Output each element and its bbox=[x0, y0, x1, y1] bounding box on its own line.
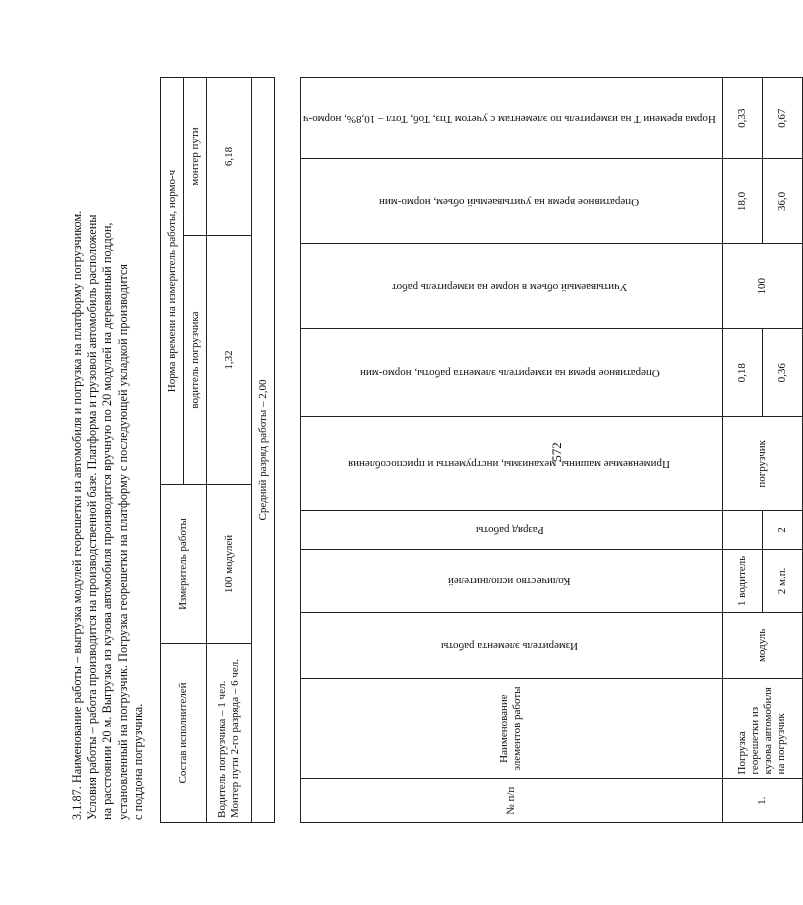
row-t-b: 0,67 bbox=[762, 78, 802, 160]
th-norm: Норма времени на измеритель работы, нормо-ч bbox=[161, 78, 184, 485]
th-grade-text: Разряд работы bbox=[475, 524, 544, 537]
para-line: установленный на погрузчик. Погрузка георешетки на платформу с последующей укладкой производится bbox=[115, 263, 130, 820]
para-line: с поддона погрузчика. bbox=[130, 703, 145, 820]
row-op-vol-b: 36,0 bbox=[762, 159, 802, 244]
row-t-a: 0,33 bbox=[722, 78, 762, 160]
th-meter bbox=[301, 613, 723, 679]
th-norm-volume-text: Учитываемый объем в норме на измеритель работ bbox=[391, 280, 628, 293]
row-op-time-a: 0,18 bbox=[722, 329, 762, 417]
para-line: на расстоянии 20 м. Выгрузка из кузова автомобиля производится вручную по 20 модулей на деревянный поддон, bbox=[100, 222, 115, 820]
driver-value: 1,32 bbox=[207, 236, 252, 485]
crew-cell bbox=[207, 644, 252, 823]
avg-grade: Средний разряд работы – 2,00 bbox=[252, 78, 275, 823]
th-meter-text: Измеритель элемента работы bbox=[440, 639, 578, 652]
th-crew: Состав исполнителей bbox=[161, 644, 207, 823]
row-machines: погрузчик bbox=[722, 417, 802, 511]
row-qty-a: 1 водитель bbox=[722, 549, 762, 612]
th-norm-t bbox=[301, 78, 723, 160]
row-num: 1. bbox=[722, 779, 802, 823]
row-qty-b: 2 м.п. bbox=[762, 549, 802, 612]
th-op-time-vol-text: Оперативное время на учитываемый объем, нормо-мин bbox=[379, 195, 640, 208]
crew-norm-table bbox=[160, 77, 275, 823]
crew-line: Монтер пути 2-го разряда – 6 чел. bbox=[229, 659, 241, 818]
row-norm-volume: 100 bbox=[722, 244, 802, 329]
row-op-time-b: 0,36 bbox=[762, 329, 802, 417]
th-num: № п/п bbox=[301, 779, 723, 823]
th-norm-volume bbox=[301, 244, 723, 329]
row-grade-a bbox=[722, 511, 762, 550]
th-unit: Измеритель работы bbox=[161, 485, 207, 644]
th-op-time-vol bbox=[301, 159, 723, 244]
th-op-time bbox=[301, 329, 723, 417]
row-name: Погрузка георешетки из кузова автомобиля на погрузчик bbox=[722, 678, 802, 779]
th-machines-text: Применяемые машины, механизмы, инструменты и приспособления bbox=[348, 458, 671, 471]
th-fitter: монтер пути bbox=[184, 78, 207, 236]
para-line: Условия работы – работа производится на производственной базе. Платформа и грузовой автомобиль расположены bbox=[85, 214, 100, 820]
crew-line: Водитель погрузчика – 1 чел. bbox=[216, 680, 228, 818]
para-line: 3.1.87. Наименование работы – выгрузка модулей георешетки из автомобиля и погрузка на платформу погрузчиком. bbox=[70, 210, 84, 820]
work-description bbox=[70, 60, 146, 820]
unit-cell: 100 модулей bbox=[207, 485, 252, 644]
th-norm-t-text: Норма времени T на измеритель по элементам с учетом Тпз, Тоб, Тотл – 10,8%, нормо-ч bbox=[303, 112, 716, 125]
th-machines bbox=[301, 417, 723, 511]
th-qty-text: Количество исполнителей bbox=[448, 575, 571, 588]
fitter-value: 6,18 bbox=[207, 78, 252, 236]
row-grade-b: 2 bbox=[762, 511, 802, 550]
row-op-vol-a: 18,0 bbox=[722, 159, 762, 244]
th-grade bbox=[301, 511, 723, 550]
elements-table bbox=[300, 77, 803, 823]
page-number: 572 bbox=[549, 442, 564, 462]
th-qty bbox=[301, 549, 723, 612]
th-name: Наименование элементов работы bbox=[301, 678, 723, 779]
th-driver: водитель погрузчика bbox=[184, 236, 207, 485]
row-meter: модуль bbox=[722, 613, 802, 679]
th-op-time-text: Оперативное время на измеритель элемента работы, нормо-мин bbox=[359, 367, 660, 380]
